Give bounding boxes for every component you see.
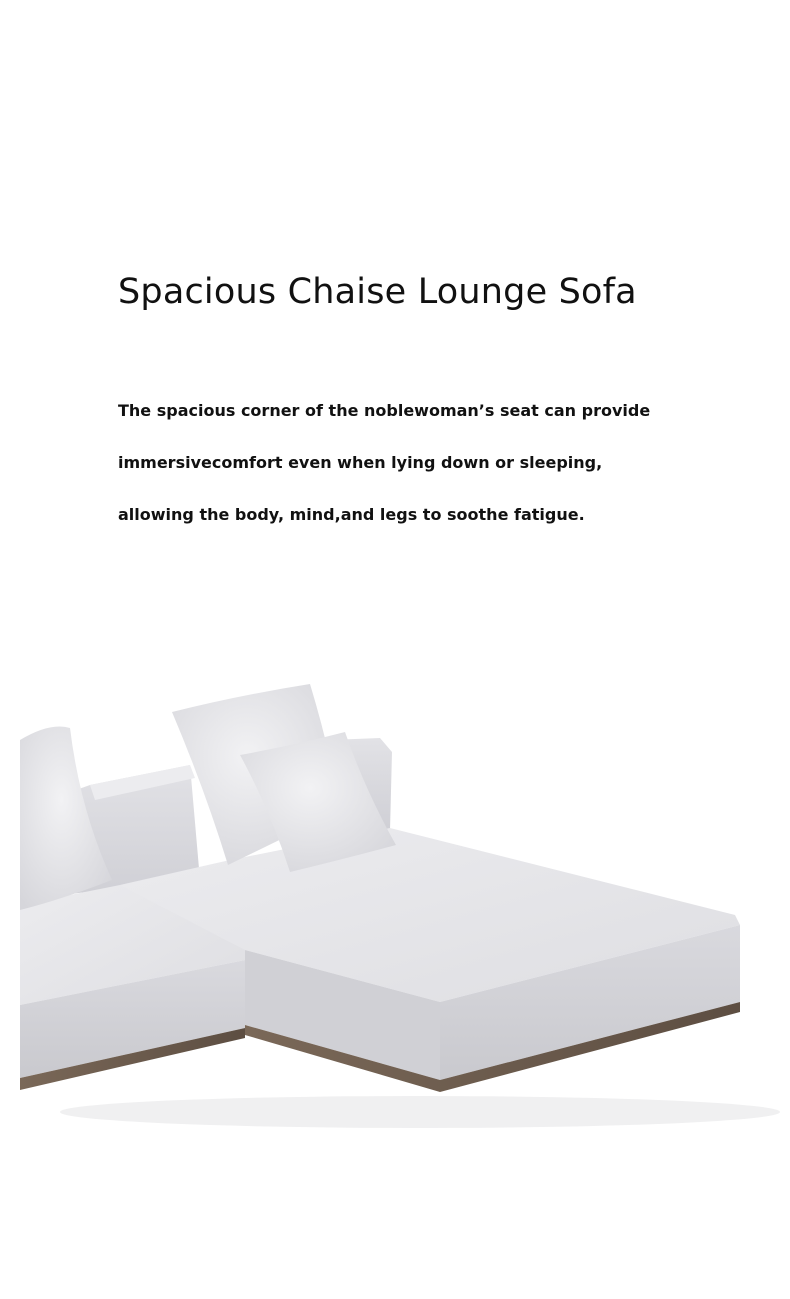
description-line-1: The spacious corner of the noblewoman’s seat can provide	[118, 401, 651, 420]
sofa-photo	[0, 660, 790, 1140]
floor-shadow	[60, 1096, 780, 1128]
description-line-2: immersivecomfort even when lying down or sleeping,	[118, 453, 603, 472]
page-title: Spacious Chaise Lounge Sofa	[118, 272, 637, 312]
description-line-3: allowing the body, mind,and legs to soothe fatigue.	[118, 505, 585, 524]
product-description	[118, 398, 718, 554]
